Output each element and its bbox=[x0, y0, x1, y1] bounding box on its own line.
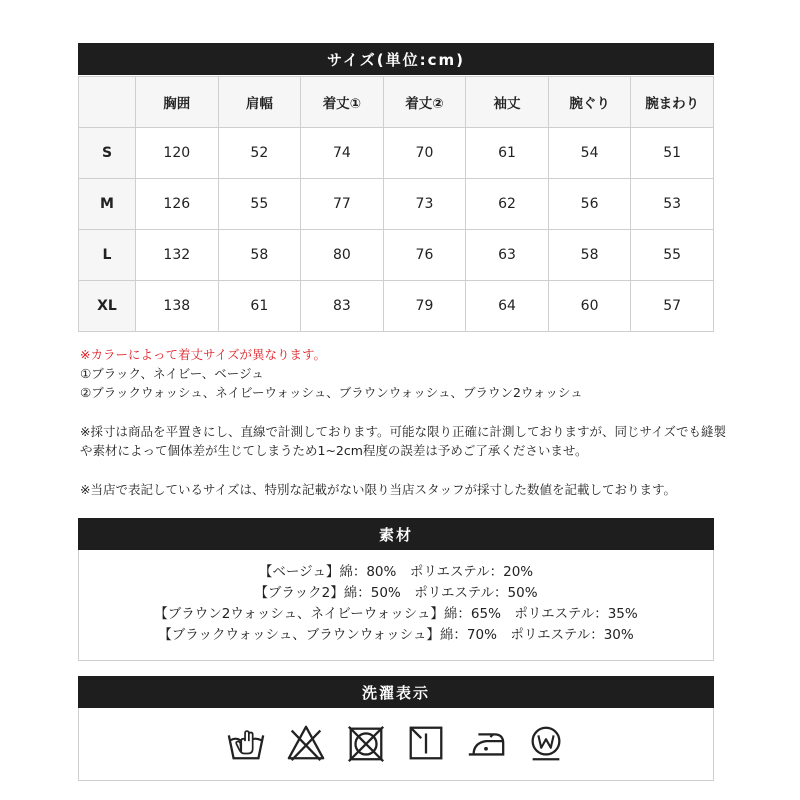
table-cell: 138 bbox=[136, 281, 219, 332]
table-cell: 73 bbox=[383, 179, 466, 230]
table-cell: 58 bbox=[218, 230, 301, 281]
table-cell: 76 bbox=[383, 230, 466, 281]
table-cell: 63 bbox=[466, 230, 549, 281]
table-cell: 120 bbox=[136, 128, 219, 179]
wet-clean-icon bbox=[525, 722, 567, 764]
color-group-1-note: ①ブラック、ネイビー、ベージュ bbox=[80, 366, 264, 381]
care-icons-box bbox=[78, 708, 714, 781]
table-cell: 55 bbox=[631, 230, 714, 281]
store-note: ※当店で表記しているサイズは、特別な記載がない限り当店スタッフが採寸した数値を記載しております。 bbox=[80, 482, 676, 497]
size-label: L bbox=[79, 230, 136, 281]
table-cell: 74 bbox=[301, 128, 384, 179]
size-table bbox=[78, 76, 714, 332]
column-header: 腕ぐり bbox=[548, 77, 631, 128]
column-header: 着丈① bbox=[301, 77, 384, 128]
material-box bbox=[78, 550, 714, 661]
hand-wash-icon bbox=[225, 722, 267, 764]
table-cell: 126 bbox=[136, 179, 219, 230]
color-warning-note: ※カラーによって着丈サイズが異なります。 bbox=[80, 347, 326, 362]
table-cell: 56 bbox=[548, 179, 631, 230]
no-bleach-icon bbox=[285, 722, 327, 764]
table-corner-cell bbox=[79, 77, 136, 128]
measurement-note-line-2: や素材によって個体差が生じてしまうため1~2cm程度の誤差は予めご了承くださいませ。 bbox=[80, 443, 588, 458]
measurement-note-line-1: ※採寸は商品を平置きにし、直線で計測しております。可能な限り正確に計測しておりますが、同じサイズでも縫製 bbox=[80, 424, 726, 439]
table-cell: 54 bbox=[548, 128, 631, 179]
table-cell: 77 bbox=[301, 179, 384, 230]
material-line: 【ブラック2】綿：50% ポリエステル：50% bbox=[254, 585, 538, 601]
table-cell: 61 bbox=[466, 128, 549, 179]
table-cell: 52 bbox=[218, 128, 301, 179]
care-section-title: 洗濯表示 bbox=[78, 676, 714, 708]
table-cell: 62 bbox=[466, 179, 549, 230]
table-cell: 60 bbox=[548, 281, 631, 332]
column-header: 肩幅 bbox=[218, 77, 301, 128]
table-cell: 70 bbox=[383, 128, 466, 179]
table-row bbox=[79, 128, 714, 179]
color-group-2-note: ②ブラックウォッシュ、ネイビーウォッシュ、ブラウンウォッシュ、ブラウン2ウォッシュ bbox=[80, 385, 583, 400]
table-row bbox=[79, 281, 714, 332]
table-row bbox=[79, 179, 714, 230]
table-cell: 58 bbox=[548, 230, 631, 281]
table-cell: 51 bbox=[631, 128, 714, 179]
table-cell: 64 bbox=[466, 281, 549, 332]
table-row bbox=[79, 230, 714, 281]
table-cell: 55 bbox=[218, 179, 301, 230]
size-label: XL bbox=[79, 281, 136, 332]
column-header: 着丈② bbox=[383, 77, 466, 128]
size-label: M bbox=[79, 179, 136, 230]
material-line: 【ベージュ】綿：80% ポリエステル：20% bbox=[258, 564, 534, 580]
table-cell: 57 bbox=[631, 281, 714, 332]
line-dry-shade-icon bbox=[405, 722, 447, 764]
material-section-title: 素材 bbox=[78, 518, 714, 550]
table-cell: 61 bbox=[218, 281, 301, 332]
table-header-row bbox=[79, 77, 714, 128]
table-cell: 79 bbox=[383, 281, 466, 332]
no-tumble-dry-icon bbox=[345, 722, 387, 764]
column-header: 胸囲 bbox=[136, 77, 219, 128]
material-line: 【ブラックウォッシュ、ブラウンウォッシュ】綿：70% ポリエステル：30% bbox=[158, 627, 634, 643]
column-header: 袖丈 bbox=[466, 77, 549, 128]
material-line: 【ブラウン2ウォッシュ、ネイビーウォッシュ】綿：65% ポリエステル：35% bbox=[154, 606, 638, 622]
iron-low-icon bbox=[465, 722, 507, 764]
size-label: S bbox=[79, 128, 136, 179]
table-cell: 53 bbox=[631, 179, 714, 230]
table-cell: 132 bbox=[136, 230, 219, 281]
table-cell: 80 bbox=[301, 230, 384, 281]
column-header: 腕まわり bbox=[631, 77, 714, 128]
size-section-title: サイズ(単位:cm) bbox=[78, 43, 714, 75]
table-cell: 83 bbox=[301, 281, 384, 332]
